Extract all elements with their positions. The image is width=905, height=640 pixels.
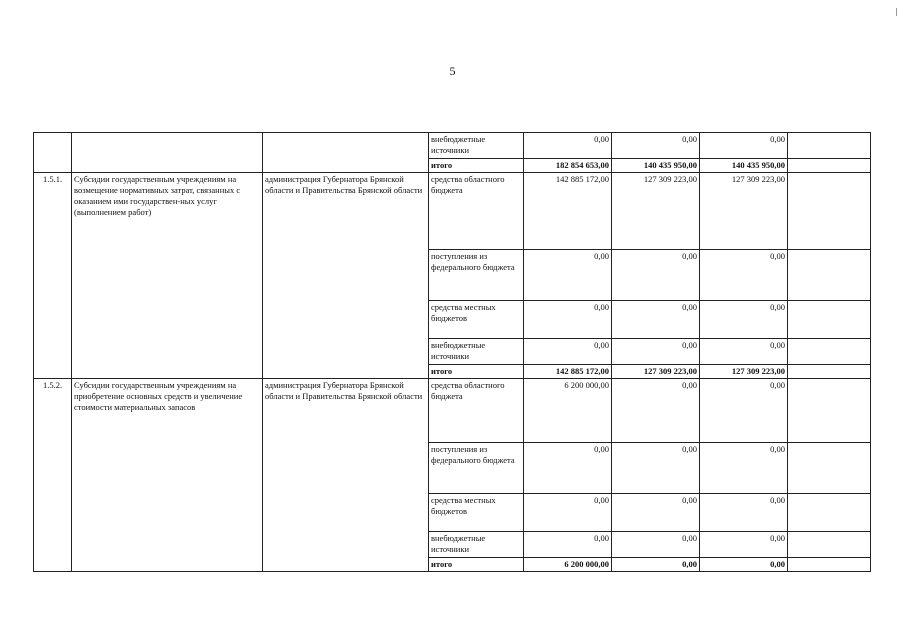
source-cell: средства областного бюджета (429, 379, 524, 443)
value-cell: 127 309 223,00 (612, 365, 700, 379)
value-cell: 182 854 653,00 (524, 159, 612, 173)
value-cell: 0,00 (612, 133, 700, 159)
value-cell: 0,00 (700, 379, 788, 443)
value-cell: 0,00 (612, 250, 700, 301)
value-cell: 0,00 (524, 339, 612, 365)
value-cell: 0,00 (700, 558, 788, 572)
value-cell: 0,00 (612, 532, 700, 558)
item-name: Субсидии государственным учреждениям на приобретение основных средств и увеличение стоимости материальных запасов (72, 379, 263, 572)
item-code: 1.5.2. (34, 379, 72, 572)
executor-cell (263, 133, 429, 173)
value-cell: 0,00 (524, 532, 612, 558)
source-cell: средства местных бюджетов (429, 301, 524, 339)
value-cell: 140 435 950,00 (612, 159, 700, 173)
value-cell: 6 200 000,00 (524, 558, 612, 572)
value-cell: 0,00 (700, 443, 788, 494)
item-executor: администрация Губернатора Брянской области и Правительства Брянской области (263, 173, 429, 379)
value-cell: 0,00 (612, 443, 700, 494)
source-cell: итого (429, 365, 524, 379)
value-cell: 0,00 (524, 443, 612, 494)
source-cell: внебюджетные источники (429, 133, 524, 159)
empty-cell (788, 339, 871, 365)
value-cell: 0,00 (612, 379, 700, 443)
value-cell: 127 309 223,00 (700, 173, 788, 250)
value-cell: 142 885 172,00 (524, 365, 612, 379)
empty-cell (788, 365, 871, 379)
table-row (34, 173, 871, 250)
empty-cell (788, 301, 871, 339)
source-cell: средства местных бюджетов (429, 494, 524, 532)
item-code: 1.5.1. (34, 173, 72, 379)
item-name: Субсидии государственным учреждениям на возмещение нормативных затрат, связанных с оказанием ими государствен-ных услуг (выполнением работ) (72, 173, 263, 379)
item-executor: администрация Губернатора Брянской области и Правительства Брянской области (263, 379, 429, 572)
value-cell: 6 200 000,00 (524, 379, 612, 443)
table-body (34, 133, 871, 572)
value-cell: 0,00 (612, 494, 700, 532)
value-cell: 0,00 (700, 250, 788, 301)
value-cell: 0,00 (612, 339, 700, 365)
name-cell (72, 133, 263, 173)
empty-cell (788, 173, 871, 250)
value-cell: 0,00 (612, 301, 700, 339)
value-cell: 127 309 223,00 (612, 173, 700, 250)
value-cell: 0,00 (524, 250, 612, 301)
source-cell: внебюджетные источники (429, 532, 524, 558)
source-cell: средства областного бюджета (429, 173, 524, 250)
empty-cell (788, 443, 871, 494)
scan-edge-mark (896, 8, 897, 16)
source-cell: внебюджетные источники (429, 339, 524, 365)
empty-cell (788, 532, 871, 558)
value-cell: 0,00 (612, 558, 700, 572)
value-cell: 0,00 (524, 494, 612, 532)
value-cell: 0,00 (700, 532, 788, 558)
empty-cell (788, 558, 871, 572)
value-cell: 0,00 (700, 133, 788, 159)
source-cell: поступления из федерального бюджета (429, 250, 524, 301)
empty-cell (788, 133, 871, 159)
value-cell: 0,00 (524, 133, 612, 159)
value-cell: 142 885 172,00 (524, 173, 612, 250)
empty-cell (788, 159, 871, 173)
page-number: 5 (449, 64, 456, 78)
source-cell: итого (429, 159, 524, 173)
table-row (34, 133, 871, 159)
value-cell: 0,00 (700, 301, 788, 339)
budget-table (33, 132, 871, 572)
source-cell: итого (429, 558, 524, 572)
code-cell (34, 133, 72, 173)
source-cell: поступления из федерального бюджета (429, 443, 524, 494)
empty-cell (788, 379, 871, 443)
value-cell: 127 309 223,00 (700, 365, 788, 379)
value-cell: 0,00 (700, 339, 788, 365)
table-row (34, 379, 871, 443)
empty-cell (788, 250, 871, 301)
value-cell: 0,00 (524, 301, 612, 339)
value-cell: 140 435 950,00 (700, 159, 788, 173)
value-cell: 0,00 (700, 494, 788, 532)
empty-cell (788, 494, 871, 532)
